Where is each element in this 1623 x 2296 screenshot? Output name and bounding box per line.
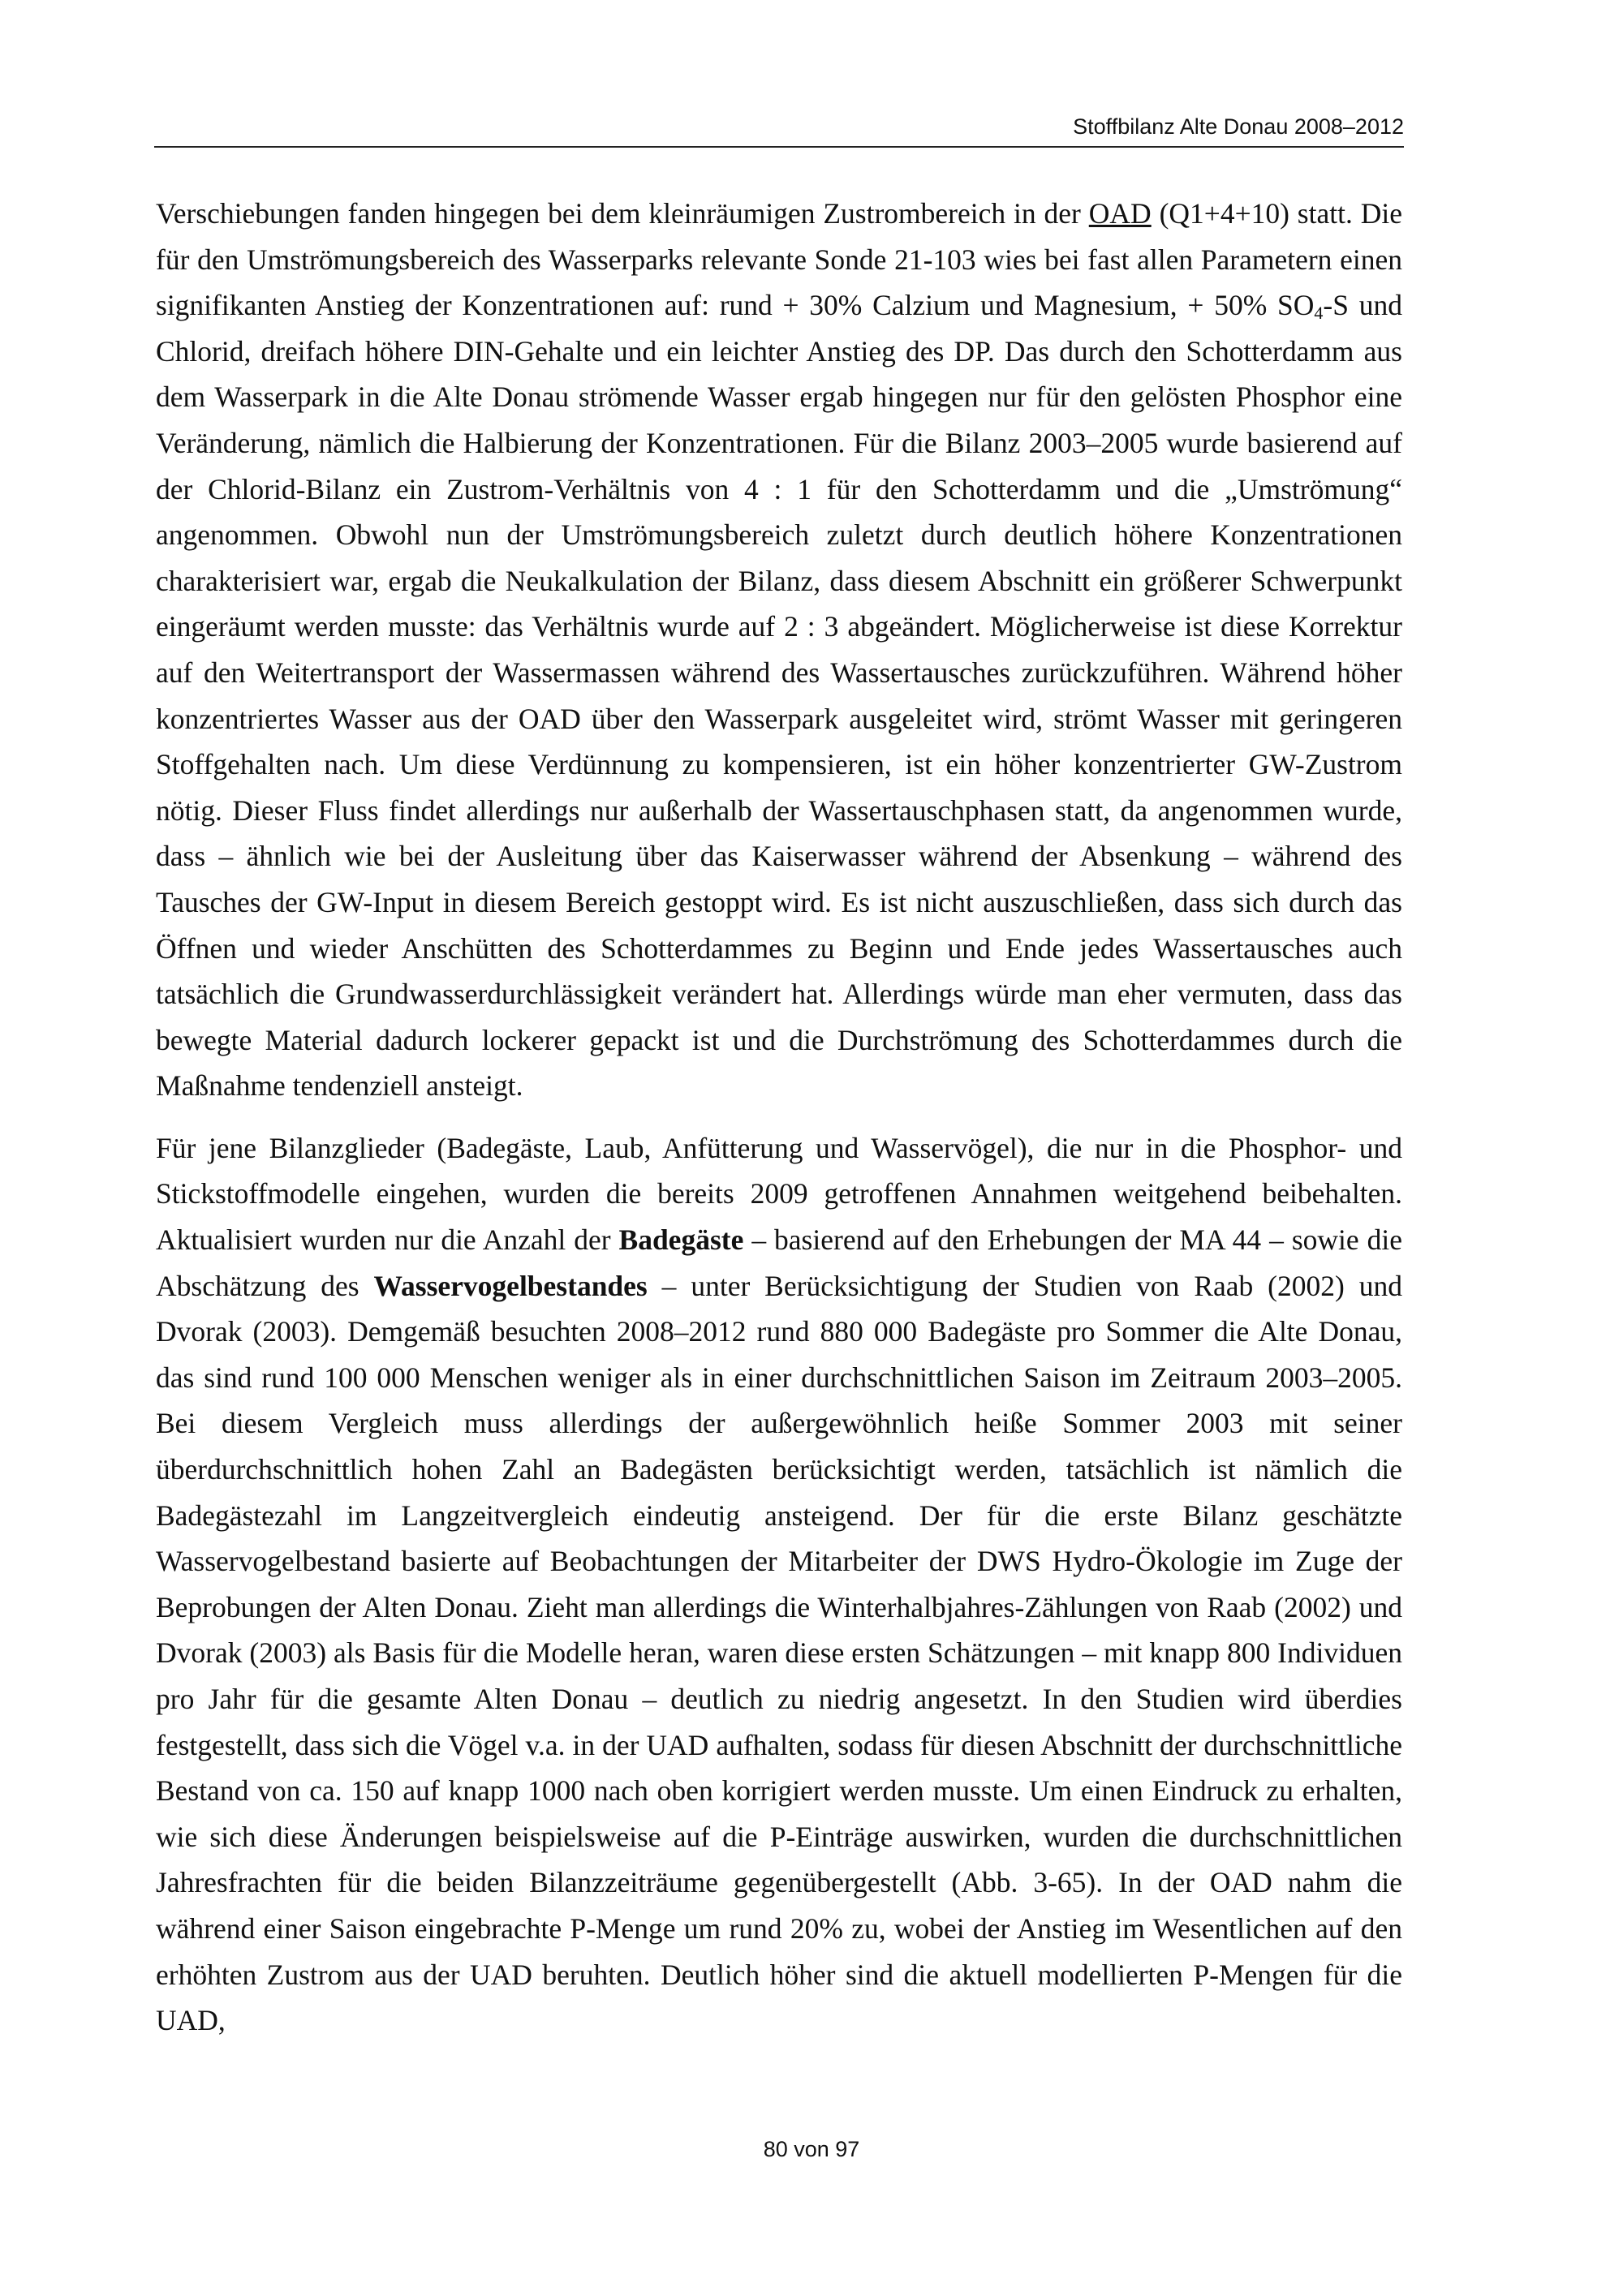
page-header <box>154 114 1404 148</box>
text-span: (Q1+4+10) statt. Die für den Umströmungsbereich des Wasserparks relevante Sonde 21-103 wies bei fast allen Parametern einen signifikanten Anstieg der Konzentrationen auf: rund + 30% Calzium und Magnesium, + 50% SO <box>156 197 1402 322</box>
page-number: 80 von 97 <box>763 2137 860 2161</box>
oad-link[interactable]: OAD <box>1088 197 1152 230</box>
text-span: – unter Berücksichtigung der Studien von Raab (2002) und Dvorak (2003). Demgemäß besuchten 2008–2012 rund 880 000 Badegäste pro Sommer die Alte Donau, das sind rund 100 000 Menschen weniger als in einer durchschnittlichen Saison im Zeitraum 2003–2005. Bei diesem Vergleich muss allerdings der außergewöhnlich heiße Sommer 2003 mit seiner überdurchschnittlich hohen Zahl an Badegästen berücksichtigt werden, tatsächlich ist nämlich die Badegästezahl im Langzeitvergleich eindeutig ansteigend. Der für die erste Bilanz geschätzte Wasservogelbestand basierte auf Beobachtungen der Mitarbeiter der DWS Hydro-Ökologie im Zuge der Beprobungen der Alten Donau. Zieht man allerdings die Winterhalbjahres-Zählungen von Raab (2002) und Dvorak (2003) als Basis für die Modelle heran, waren diese ersten Schätzungen – mit knapp 800 Individuen pro Jahr für die gesamte Alten Donau – deutlich zu niedrig angesetzt. In den Studien wird überdies festgestellt, dass sich die Vögel v.a. in der UAD aufhalten, sodass für diesen Abschnitt der durchschnittliche Bestand von ca. 150 auf knapp 1000 nach oben korrigiert werden musste. Um einen Eindruck zu erhalten, wie sich diese Änderungen beispielsweise auf die P-Einträge auswirken, wurden die durchschnittlichen Jahresfrachten für die beiden Bilanzzeiträume gegenübergestellt (Abb. 3-65). In der OAD nahm die während einer Saison eingebrachte P-Menge um rund 20% zu, wobei der Anstieg im Wesentlichen auf den erhöhten Zustrom aus der UAD beruhten. Deutlich höher sind die aktuell modellierten P-Mengen für die UAD, <box>156 1269 1402 2037</box>
subscript: 4 <box>1314 303 1324 324</box>
paragraph-2 <box>156 1125 1402 2044</box>
text-span: -S und Chlorid, dreifach höhere DIN-Gehalte und ein leichter Anstieg des DP. Das durch den Schotterdamm aus dem Wasserpark in die Alte Donau strömende Wasser ergab hingegen nur für den gelösten Phosphor eine Veränderung, nämlich die Halbierung der Konzentrationen. Für die Bilanz 2003–2005 wurde basierend auf der Chlorid-Bilanz ein Zustrom-Verhältnis von 4 : 1 für den Schotterdamm und die „Umströmung“ angenommen. Obwohl nun der Umströmungsbereich zuletzt durch deutlich höhere Konzentrationen charakterisiert war, ergab die Neukalkulation der Bilanz, dass diesem Abschnitt ein größerer Schwerpunkt eingeräumt werden musste: das Verhältnis wurde auf 2 : 3 abgeändert. Möglicherweise ist diese Korrektur auf den Weitertransport der Wassermassen während des Wassertausches zurückzuführen. Während höher konzentriertes Wasser aus der OAD über den Wasserpark ausgeleitet wird, strömt Wasser mit geringeren Stoffgehalten nach. Um diese Verdünnung zu kompensieren, ist ein höher konzentrierter GW-Zustrom nötig. Dieser Fluss findet allerdings nur außerhalb der Wassertauschphasen statt, da angenommen wurde, dass – ähnlich wie bei der Ausleitung über das Kaiserwasser während der Absenkung – während des Tausches der GW-Input in diesem Bereich gestoppt wird. Es ist nicht auszuschließen, dass sich durch das Öffnen und wieder Anschütten des Schotterdammes zu Beginn und Ende jedes Wassertausches auch tatsächlich die Grundwasserdurchlässigkeit verändert hat. Allerdings würde man eher vermuten, dass das bewegte Material dadurch lockerer gepackt ist und die Durchströmung des Schotterdammes durch die Maßnahme tendenziell ansteigt. <box>156 289 1402 1103</box>
paragraph-1 <box>156 191 1402 1109</box>
document-body <box>156 191 1402 2060</box>
page-footer <box>0 2137 1623 2162</box>
text-span: Für jene Bilanzglieder (Badegäste, Laub, Anfütterung und Wasservögel), die nur in die Phosphor- und Stickstoffmodelle eingehen, wurden die bereits 2009 getroffenen Annahmen weitgehend beibehalten. Aktualisiert wurden nur die Anzahl der <box>156 1131 1402 1257</box>
text-span: – basierend auf den Erhebungen der MA 44 – sowie die Abschätzung des <box>156 1223 1402 1302</box>
bold-term-badegaeste: Badegäste <box>618 1223 744 1257</box>
header-title: Stoffbilanz Alte Donau 2008–2012 <box>1073 114 1404 139</box>
text-span: Verschiebungen fanden hingegen bei dem kleinräumigen Zustrombereich in der <box>156 197 1089 230</box>
bold-term-wasservogelbestandes: Wasservogelbestandes <box>373 1269 648 1302</box>
